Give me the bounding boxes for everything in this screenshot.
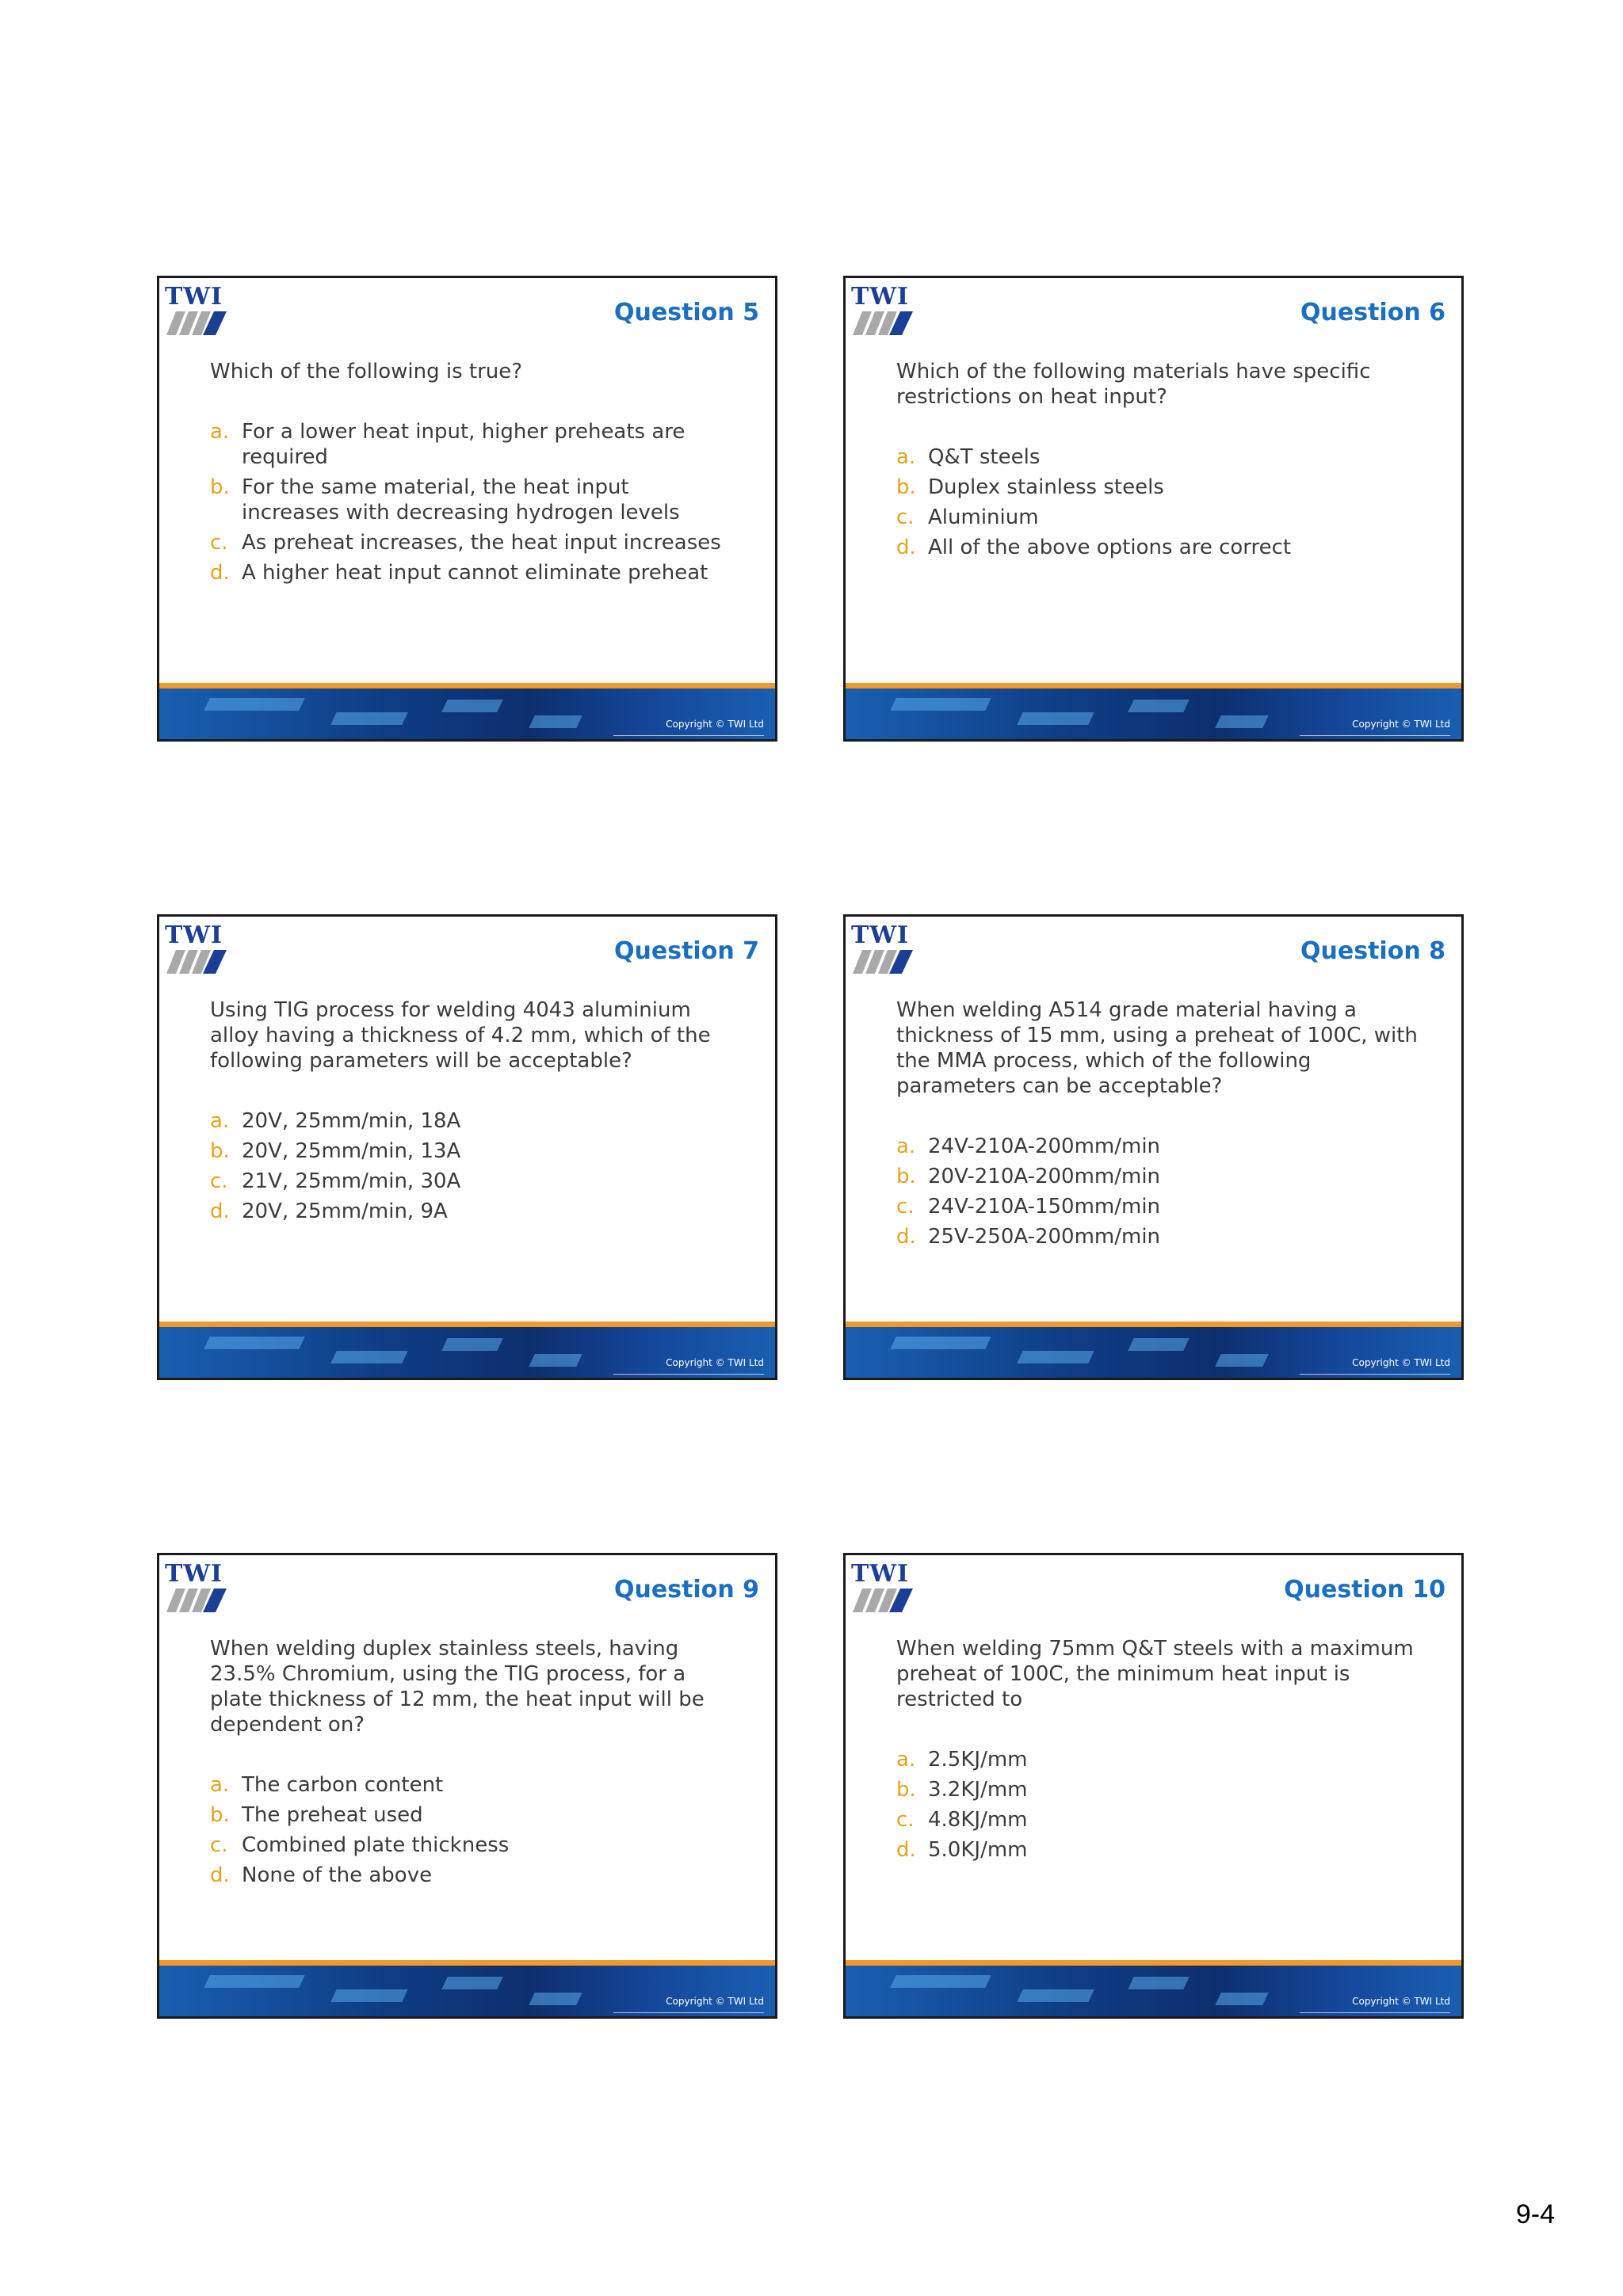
footer-streak bbox=[1215, 1993, 1268, 2005]
question-body bbox=[896, 997, 1418, 1254]
option-letter: b. bbox=[210, 475, 230, 499]
option-letter: b. bbox=[210, 1803, 230, 1827]
option-text: 24V-210A-150mm/min bbox=[928, 1195, 1161, 1219]
option-item bbox=[896, 1747, 1418, 1772]
option-text: Combined plate thickness bbox=[242, 1833, 510, 1857]
option-item bbox=[210, 1802, 731, 1828]
twi-logo bbox=[851, 921, 915, 971]
option-letter: c. bbox=[210, 531, 228, 555]
footer-streak bbox=[529, 715, 582, 728]
option-letter: a. bbox=[896, 1748, 916, 1772]
footer-streak bbox=[441, 1977, 502, 1989]
copyright-text: Copyright © TWI Ltd bbox=[666, 719, 764, 730]
option-text: The carbon content bbox=[242, 1773, 444, 1797]
logo-text: TWI bbox=[851, 1560, 910, 1588]
option-text: 20V-210A-200mm/min bbox=[928, 1165, 1161, 1188]
question-title: Question 7 bbox=[614, 937, 759, 965]
twi-logo bbox=[165, 921, 228, 971]
logo-text: TWI bbox=[165, 1560, 223, 1588]
option-text: None of the above bbox=[242, 1863, 433, 1887]
option-text: 21V, 25mm/min, 30A bbox=[242, 1169, 461, 1193]
footer-streak bbox=[1128, 1977, 1189, 1989]
option-text: 2.5KJ/mm bbox=[928, 1748, 1028, 1772]
question-text: When welding duplex stainless steels, having 23.5% Chromium, using the TIG process, for a plate thickness of 12 mm, the heat input will be dependent on? bbox=[210, 1637, 705, 1737]
option-letter: d. bbox=[210, 1199, 230, 1223]
question-body bbox=[210, 1636, 731, 1893]
option-letter: a. bbox=[896, 445, 916, 469]
option-list bbox=[896, 1134, 1418, 1249]
logo-stripes-icon bbox=[853, 1589, 913, 1612]
option-letter: a. bbox=[210, 420, 230, 444]
option-text: 25V-250A-200mm/min bbox=[928, 1225, 1161, 1249]
question-body bbox=[210, 997, 731, 1229]
option-text: As preheat increases, the heat input increases bbox=[242, 531, 721, 555]
slide-footer bbox=[846, 683, 1461, 739]
option-letter: d. bbox=[210, 1863, 230, 1887]
footer-streak bbox=[1017, 1989, 1094, 2002]
option-text: 5.0KJ/mm bbox=[928, 1838, 1028, 1862]
logo-text: TWI bbox=[165, 283, 223, 311]
option-text: 24V-210A-200mm/min bbox=[928, 1135, 1161, 1158]
option-letter: a. bbox=[210, 1773, 230, 1797]
twi-logo bbox=[851, 285, 915, 333]
twi-logo bbox=[851, 1562, 915, 1610]
logo-stripes-icon bbox=[853, 311, 913, 335]
option-text: 20V, 25mm/min, 13A bbox=[242, 1139, 461, 1163]
footer-streak bbox=[330, 712, 407, 725]
slide-footer bbox=[159, 1322, 775, 1378]
slide-footer bbox=[846, 1960, 1461, 2016]
footer-streak bbox=[1128, 1338, 1189, 1351]
footer-streak bbox=[1128, 700, 1189, 712]
copyright-underline bbox=[1300, 1374, 1450, 1375]
logo-text: TWI bbox=[165, 921, 223, 949]
option-text: A higher heat input cannot eliminate preheat bbox=[242, 561, 708, 585]
slide-question-6 bbox=[843, 276, 1464, 742]
footer-streak bbox=[441, 700, 502, 712]
slide-question-5 bbox=[157, 276, 777, 742]
question-title: Question 8 bbox=[1300, 937, 1445, 965]
copyright-underline bbox=[613, 735, 764, 736]
option-letter: a. bbox=[210, 1109, 230, 1133]
footer-streak bbox=[204, 1337, 304, 1349]
option-item bbox=[896, 444, 1418, 470]
logo-text: TWI bbox=[851, 921, 910, 949]
slide-question-8 bbox=[843, 914, 1464, 1380]
footer-streak bbox=[204, 1975, 304, 1988]
option-letter: a. bbox=[896, 1135, 916, 1158]
logo-stripes-icon bbox=[166, 1589, 227, 1612]
option-list bbox=[210, 419, 731, 585]
question-title: Question 5 bbox=[614, 299, 759, 326]
option-item bbox=[210, 1772, 731, 1798]
twi-logo bbox=[165, 285, 228, 333]
footer-streak bbox=[890, 698, 991, 711]
option-item bbox=[210, 1199, 731, 1224]
option-item bbox=[896, 1164, 1418, 1189]
option-text: Aluminium bbox=[928, 505, 1039, 529]
option-text: Q&T steels bbox=[928, 445, 1041, 469]
option-letter: c. bbox=[210, 1169, 228, 1193]
copyright-text: Copyright © TWI Ltd bbox=[666, 1996, 764, 2007]
question-text: When welding 75mm Q&T steels with a maximum preheat of 100C, the minimum heat input is restricted to bbox=[896, 1637, 1414, 1711]
option-text: 4.8KJ/mm bbox=[928, 1808, 1028, 1832]
option-item bbox=[896, 535, 1418, 560]
logo-stripes-icon bbox=[166, 950, 227, 974]
copyright-text: Copyright © TWI Ltd bbox=[1352, 719, 1450, 730]
footer-streak bbox=[330, 1989, 407, 2002]
option-letter: b. bbox=[896, 1778, 916, 1802]
option-text: For the same material, the heat input increases with decreasing hydrogen levels bbox=[242, 475, 680, 524]
option-item bbox=[896, 475, 1418, 500]
footer-streak bbox=[330, 1351, 407, 1363]
footer-streak bbox=[1017, 712, 1094, 725]
question-title: Question 9 bbox=[614, 1576, 759, 1604]
copyright-text: Copyright © TWI Ltd bbox=[666, 1357, 764, 1368]
slide-question-10 bbox=[843, 1553, 1464, 2019]
slide-question-9 bbox=[157, 1553, 777, 2019]
page-number: 9-4 bbox=[1515, 2199, 1555, 2229]
option-item bbox=[210, 1108, 731, 1134]
footer-streak bbox=[529, 1354, 582, 1367]
copyright-underline bbox=[1300, 2012, 1450, 2013]
option-item bbox=[896, 1807, 1418, 1833]
question-title: Question 10 bbox=[1284, 1576, 1445, 1604]
slide-footer bbox=[159, 1960, 775, 2016]
option-text: 3.2KJ/mm bbox=[928, 1778, 1028, 1802]
option-text: 20V, 25mm/min, 18A bbox=[242, 1109, 461, 1133]
footer-streak bbox=[1017, 1351, 1094, 1363]
question-text: Which of the following is true? bbox=[210, 360, 523, 383]
copyright-text: Copyright © TWI Ltd bbox=[1352, 1357, 1450, 1368]
option-item bbox=[210, 1863, 731, 1888]
option-item bbox=[210, 419, 731, 470]
footer-streak bbox=[441, 1338, 502, 1351]
option-text: All of the above options are correct bbox=[928, 536, 1292, 559]
option-letter: d. bbox=[896, 536, 916, 559]
option-letter: c. bbox=[896, 1808, 915, 1832]
option-text: 20V, 25mm/min, 9A bbox=[242, 1199, 448, 1223]
option-item bbox=[210, 530, 731, 555]
logo-text: TWI bbox=[851, 283, 910, 311]
twi-logo bbox=[165, 1562, 228, 1610]
option-item bbox=[896, 1837, 1418, 1863]
option-list bbox=[896, 1747, 1418, 1863]
option-item bbox=[210, 1833, 731, 1858]
copyright-underline bbox=[613, 2012, 764, 2013]
question-body bbox=[896, 359, 1418, 565]
footer-streak bbox=[1215, 1354, 1268, 1367]
option-list bbox=[896, 444, 1418, 560]
option-item bbox=[210, 1138, 731, 1164]
option-list bbox=[210, 1108, 731, 1224]
question-text: Which of the following materials have specific restrictions on heat input? bbox=[896, 360, 1371, 409]
option-text: For a lower heat input, higher preheats are required bbox=[242, 420, 685, 469]
question-text: Using TIG process for welding 4043 aluminium alloy having a thickness of 4.2 mm, which of the following parameters will be acceptable? bbox=[210, 998, 711, 1073]
option-item bbox=[210, 1169, 731, 1194]
option-item bbox=[896, 1224, 1418, 1249]
footer-streak bbox=[890, 1975, 991, 1988]
slide-question-7 bbox=[157, 914, 777, 1380]
option-item bbox=[896, 1194, 1418, 1219]
footer-streak bbox=[529, 1993, 582, 2005]
footer-streak bbox=[204, 698, 304, 711]
slide-footer bbox=[846, 1322, 1461, 1378]
copyright-underline bbox=[1300, 735, 1450, 736]
option-list bbox=[210, 1772, 731, 1888]
logo-stripes-icon bbox=[853, 950, 913, 974]
option-letter: c. bbox=[896, 1195, 915, 1219]
copyright-text: Copyright © TWI Ltd bbox=[1352, 1996, 1450, 2007]
option-item bbox=[896, 505, 1418, 530]
footer-streak bbox=[1215, 715, 1268, 728]
option-letter: d. bbox=[896, 1225, 916, 1249]
question-title: Question 6 bbox=[1300, 299, 1445, 326]
option-letter: b. bbox=[896, 475, 916, 499]
option-item bbox=[210, 560, 731, 585]
option-letter: d. bbox=[896, 1838, 916, 1862]
copyright-underline bbox=[613, 1374, 764, 1375]
option-letter: c. bbox=[896, 505, 915, 529]
question-body bbox=[896, 1636, 1418, 1867]
option-text: The preheat used bbox=[242, 1803, 423, 1827]
option-letter: c. bbox=[210, 1833, 228, 1857]
option-letter: b. bbox=[210, 1139, 230, 1163]
option-item bbox=[896, 1777, 1418, 1802]
question-text: When welding A514 grade material having a thickness of 15 mm, using a preheat of 100C, with the MMA process, which of the following parameters can be acceptable? bbox=[896, 998, 1418, 1098]
option-text: Duplex stainless steels bbox=[928, 475, 1164, 499]
option-letter: d. bbox=[210, 561, 230, 585]
footer-streak bbox=[890, 1337, 991, 1349]
slide-footer bbox=[159, 683, 775, 739]
option-item bbox=[210, 475, 731, 525]
option-letter: b. bbox=[896, 1165, 916, 1188]
question-body bbox=[210, 359, 731, 590]
option-item bbox=[896, 1134, 1418, 1159]
logo-stripes-icon bbox=[166, 311, 227, 335]
